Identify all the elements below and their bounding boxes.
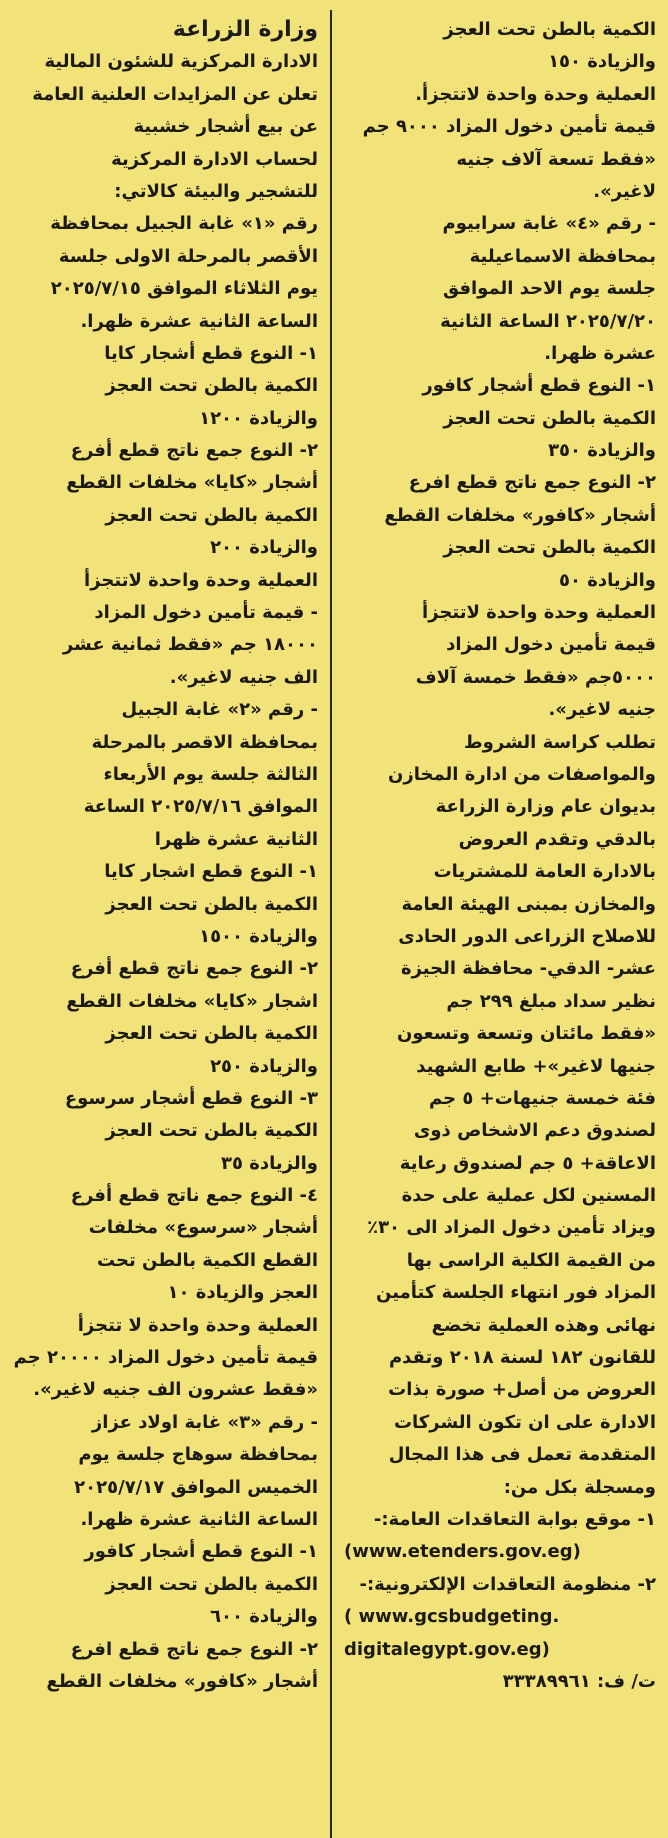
text-line: العملية وحدة واحدة لاتتجزأ. — [415, 83, 656, 105]
text-line: ١- النوع قطع اشجار كايا — [104, 861, 318, 883]
text-line: يوم الثلاثاء الموافق ٢٠٢٥/٧/١٥ — [50, 278, 318, 300]
text-line: بالدقي وتقدم العروض — [458, 828, 656, 850]
text-line: ومسجلة بكل من: — [503, 1476, 656, 1498]
text-line: والزيادة ٥٠ — [559, 569, 656, 591]
gcs-url-line-1: ( www.gcsbudgeting. — [344, 1606, 560, 1628]
text-line: للتشجير والبيئة كالاتي: — [114, 180, 318, 202]
text-line: نهائى وهذه العملية تخضع — [431, 1314, 656, 1336]
text-line: - قيمة تأمين دخول المزاد — [94, 602, 318, 624]
text-line: للقانون ١٨٢ لسنة ٢٠١٨ وتقدم — [388, 1347, 656, 1369]
text-line: أشجار «كافور» مخلفات القطع — [384, 504, 656, 526]
text-line: بمحافظة الاسماعيلية — [469, 245, 656, 267]
text-line: والزيادة ١٢٠٠ — [199, 407, 318, 429]
text-line: العملية وحدة واحدة لاتتجزأ — [84, 569, 318, 591]
text-line: - رقم «٤» غابة سرابيوم — [442, 213, 656, 235]
left-column — [332, 0, 668, 1838]
text-line: اشجار «كايا» مخلفات القطع — [66, 990, 318, 1012]
text-line: الف جنيه لاغير». — [169, 666, 318, 688]
text-line: عشر- الدقي- محافظة الجيزة — [400, 958, 656, 980]
text-line: قيمة تأمين دخول المزاد ٩٠٠٠ جم — [362, 116, 656, 138]
text-line: لحساب الادارة المركزية — [111, 148, 318, 170]
text-line: الكمية بالطن تحت العجز — [105, 504, 318, 526]
text-line: الادارة على ان تكون الشركات — [393, 1411, 656, 1433]
text-line: لصندوق دعم الاشخاص ذوى — [413, 1120, 656, 1142]
text-line: الثانية عشرة ظهرا — [154, 828, 318, 850]
text-line: - رقم «٢» غابة الجبيل — [121, 699, 318, 721]
text-line: جنيها لاغير»+ طابع الشهيد — [416, 1055, 656, 1077]
text-line: والزيادة ١٥٠٠ — [199, 925, 318, 947]
text-line: للاصلاح الزراعى الدور الحادى — [398, 925, 656, 947]
etenders-url: (www.etenders.gov.eg) — [344, 1541, 581, 1563]
text-line: الثالثة جلسة يوم الأربعاء — [103, 763, 318, 785]
text-line: لاغير». — [593, 180, 656, 202]
text-line: ويزاد تأمين دخول المزاد الى ٣٠٪ — [367, 1217, 656, 1239]
text-line: الكمية بالطن تحت العجز — [443, 19, 656, 40]
phone-fax-line: ت/ ف: ٣٣٣٨٩٩٦١ — [502, 1670, 656, 1692]
text-line: بمحافظة سوهاج جلسة يوم — [78, 1444, 318, 1466]
text-line: بمحافظة الاقصر بالمرحلة — [91, 731, 318, 753]
gcs-url-line-2: digitalegypt.gov.eg) — [344, 1638, 550, 1660]
text-line: ٥٠٠٠جم «فقط خمسة آلاف — [415, 666, 656, 688]
text-line: ٤- النوع جمع ناتج قطع أفرع — [70, 1185, 318, 1207]
text-line: رقم «١» غابة الجبيل بمحافظة — [50, 213, 318, 235]
text-line: الاعاقة+ ٥ جم لصندوق رعاية — [399, 1152, 656, 1174]
ministry-title: وزارة الزراعة — [172, 17, 318, 42]
text-line: الكمية بالطن تحت العجز — [443, 407, 656, 429]
text-line: القطع الكمية بالطن تحت — [96, 1249, 318, 1271]
text-line: الادارة المركزية للشئون المالية — [44, 51, 318, 73]
text-line: والزيادة ٣٥٠ — [548, 440, 656, 462]
text-line: الخميس الموافق ٢٠٢٥/٧/١٧ — [74, 1476, 318, 1498]
text-line: أشجار «كافور» مخلفات القطع — [46, 1670, 318, 1692]
text-line: الكمية بالطن تحت العجز — [105, 1120, 318, 1142]
text-line: الكمية بالطن تحت العجز — [105, 375, 318, 397]
text-line: تطلب كراسة الشروط — [463, 731, 656, 753]
text-line: أشجار «كايا» مخلفات القطع — [66, 472, 318, 494]
text-line: المسنين لكل عملية على حدة — [401, 1185, 656, 1207]
text-line: أشجار «سرسوع» مخلفات — [88, 1217, 318, 1239]
text-line: ٢- النوع جمع ناتج قطع افرع — [70, 1638, 318, 1660]
text-line: العجز والزيادة ١٠ — [167, 1282, 318, 1304]
text-line: فئة خمسة جنيهات+ ٥ جم — [429, 1087, 656, 1109]
text-line: والزيادة ٦٠٠ — [210, 1606, 318, 1628]
text-line: ٢- منظومة التعاقدات الإلكترونية:- — [359, 1573, 656, 1595]
text-line: الأقصر بالمرحلة الاولى جلسة — [58, 245, 318, 267]
text-line: «فقط تسعة آلاف جنيه — [456, 148, 656, 170]
text-line: الساعة الثانية عشرة ظهرا. — [80, 310, 318, 332]
text-line: جلسة يوم الاحد الموافق — [443, 278, 656, 300]
text-line: الكمية بالطن تحت العجز — [105, 1023, 318, 1045]
text-line: جنيه لاغير». — [548, 699, 656, 721]
text-line: من القيمة الكلية الراسى بها — [406, 1249, 656, 1271]
text-line: والزيادة ٢٥٠ — [210, 1055, 318, 1077]
text-line: «فقط مائتان وتسعة وتسعون — [397, 1023, 656, 1045]
text-line: والزيادة ١٥٠ — [548, 51, 656, 73]
text-line: عن بيع أشجار خشبية — [133, 116, 318, 138]
text-line: والزيادة ٢٠٠ — [210, 537, 318, 559]
text-line: نظير سداد مبلغ ٢٩٩ جم — [446, 990, 656, 1012]
text-line: ٢- النوع جمع ناتج قطع افرع — [408, 472, 656, 494]
text-line: قيمة تأمين دخول المزاد — [446, 634, 656, 656]
text-line: - رقم «٣» غابة اولاد عزاز — [91, 1411, 318, 1433]
text-line: ٢- النوع جمع ناتج قطع أفرع — [70, 440, 318, 462]
text-line: ١- النوع قطع أشجار كافور — [84, 1541, 318, 1563]
text-line: تعلن عن المزايدات العلنية العامة — [32, 83, 318, 105]
text-line: والمخازن بمبنى الهيئة العامة — [401, 893, 656, 915]
text-line: عشرة ظهرا. — [544, 342, 656, 364]
text-line: الكمية بالطن تحت العجز — [443, 537, 656, 559]
text-line: ١٨٠٠٠ جم «فقط ثمانية عشر — [62, 634, 318, 656]
text-line: الكمية بالطن تحت العجز — [105, 893, 318, 915]
text-line: ٢٠٢٥/٧/٢٠ الساعة الثانية — [440, 310, 656, 332]
text-line: العملية وحدة واحدة لاتتجزأ — [422, 602, 656, 624]
text-line: العروض من أصل+ صورة بذات — [388, 1379, 656, 1401]
text-line: المتقدمة تعمل فى هذا المجال — [388, 1444, 656, 1466]
text-line: ١- النوع قطع أشجار كايا — [104, 342, 318, 364]
text-line: ١- النوع قطع أشجار كافور — [422, 375, 656, 397]
text-line: ٣- النوع قطع أشجار سرسوع — [64, 1087, 318, 1109]
text-line: الساعة الثانية عشرة ظهرا. — [80, 1508, 318, 1530]
text-line: المزاد فور انتهاء الجلسة كتأمين — [376, 1282, 656, 1304]
text-line: «فقط عشرون الف جنيه لاغير». — [33, 1379, 318, 1401]
text-line: والمواصفات من ادارة المخازن — [388, 763, 656, 785]
text-line: ٢- النوع جمع ناتج قطع أفرع — [70, 958, 318, 980]
text-line: الموافق ٢٠٢٥/٧/١٦ الساعة — [83, 796, 318, 818]
column-divider — [330, 10, 332, 1838]
text-line: العملية وحدة واحدة لا تتجزأ — [77, 1314, 318, 1336]
text-line: والزيادة ٣٥ — [221, 1152, 318, 1174]
text-line: بديوان عام وزارة الزراعة — [435, 796, 656, 818]
text-line: بالادارة العامة للمشتريات — [433, 861, 656, 883]
right-column — [0, 0, 330, 1838]
text-line: قيمة تأمين دخول المزاد ٢٠٠٠٠ جم — [13, 1347, 318, 1369]
text-line: ١- موقع بوابة التعاقدات العامة:- — [373, 1508, 656, 1530]
text-line: الكمية بالطن تحت العجز — [105, 1573, 318, 1595]
